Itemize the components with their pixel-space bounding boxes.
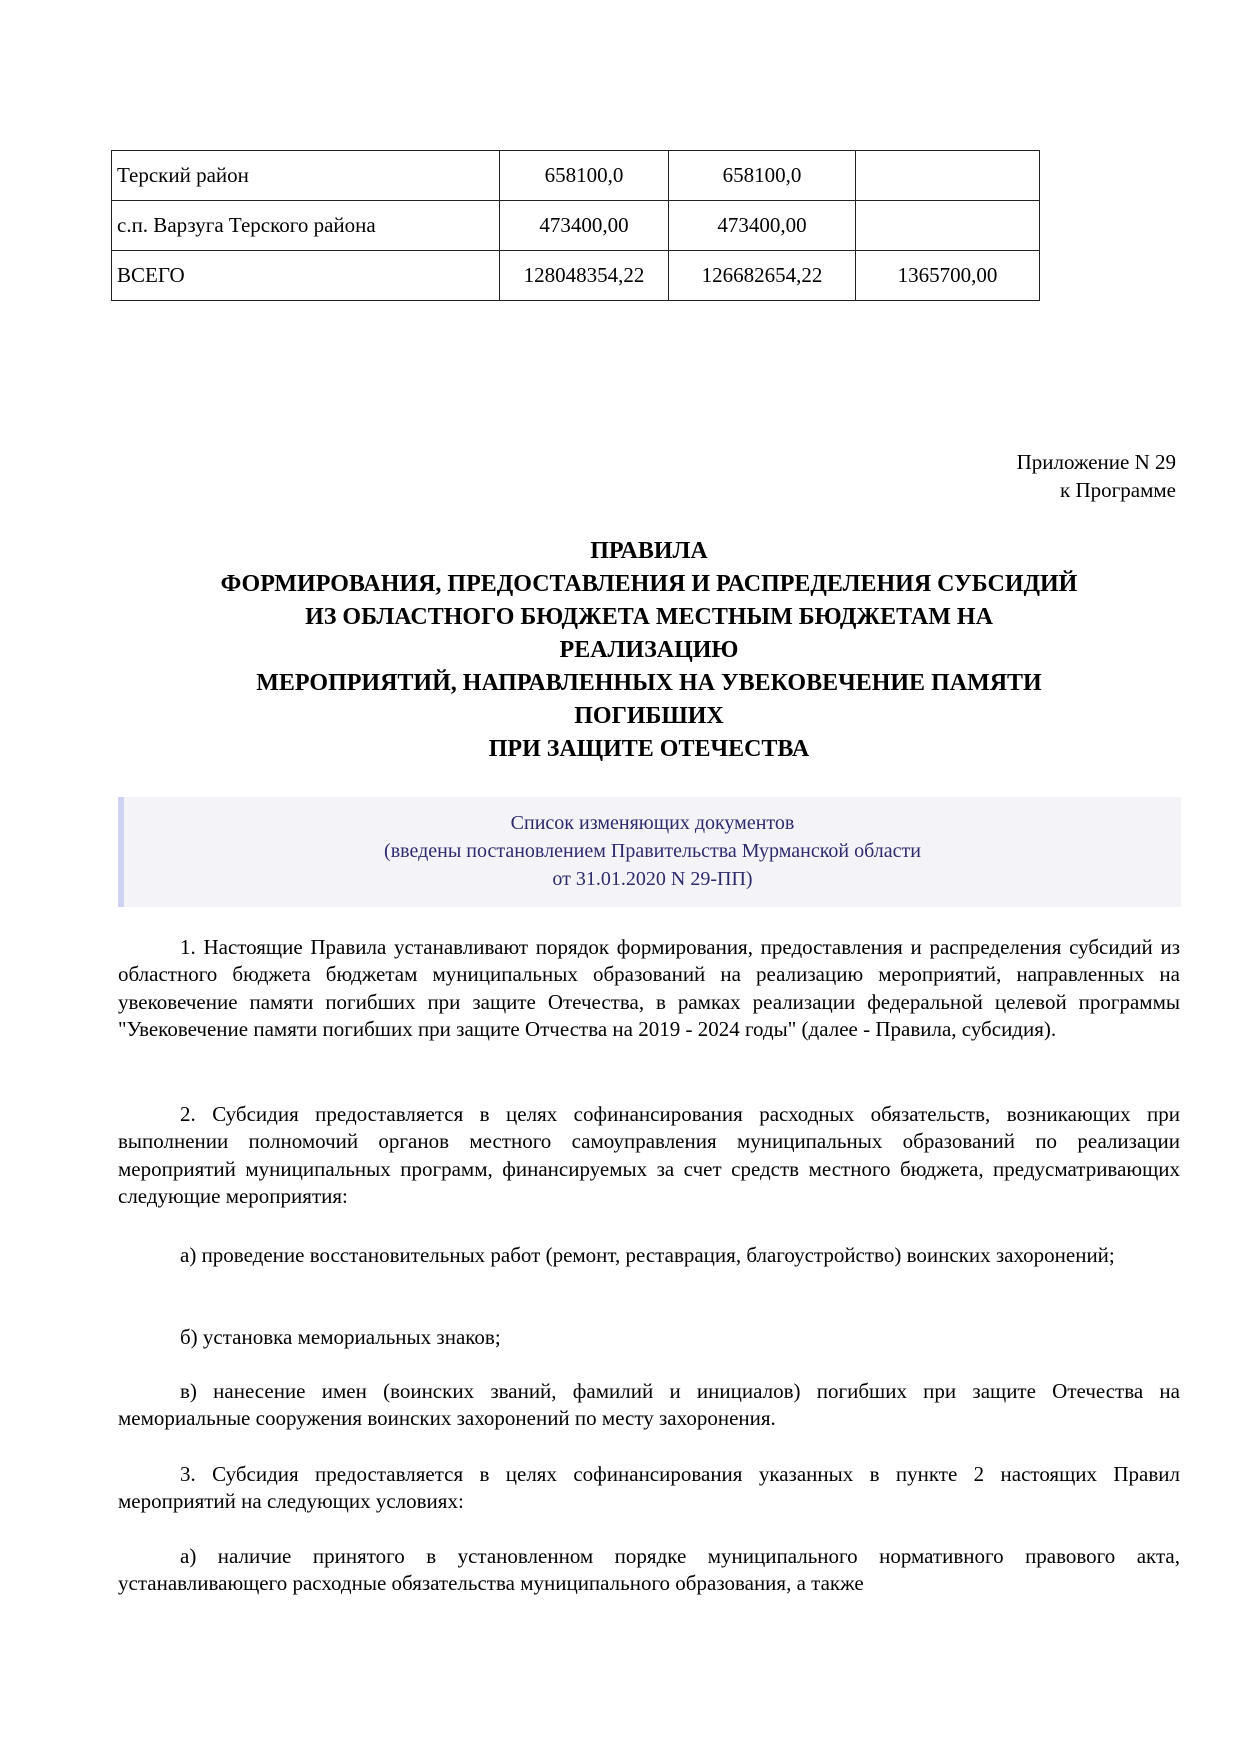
amendments-line: (введены постановлением Правительства Мурманской области [384,840,921,862]
table-cell-value: 658100,0 [500,151,669,201]
paragraph-2b: б) установка мемориальных знаков; [180,1325,501,1349]
amendments-title: Список изменяющих документов [510,812,795,834]
appendix-label [1017,448,1176,504]
table-cell-value: 473400,00 [669,201,856,251]
table-cell-value: 658100,0 [669,151,856,201]
table-cell-value: 1365700,00 [856,251,1040,301]
amendments-text [124,809,1181,893]
table-cell-value [856,201,1040,251]
title-line: ПРАВИЛА [590,538,708,564]
paragraph-1: 1. Настоящие Правила устанавливают порядок формирования, предоставления и распределения субсидий из областного бюджета бюджетам муниципальных образований на реализацию мероприятий, направленных на увековечение памяти погибших при защите Отечества, в рамках реализации федеральной целевой программы "Увековечение памяти погибших при защите Отчества на 2019 - 2024 годы" (далее - Правила, субсидия). [118,935,1180,1041]
paragraph-2: 2. Субсидия предоставляется в целях софинансирования расходных обязательств, возникающих при выполнении полномочий органов местного самоуправления муниципальных образований по реализации мероприятий муниципальных программ, финансируемых за счет средств местного бюджета, предусматривающих следующие мероприятия: [118,1102,1180,1208]
table-cell-value: 128048354,22 [500,251,669,301]
title-line: ФОРМИРОВАНИЯ, ПРЕДОСТАВЛЕНИЯ И РАСПРЕДЕЛЕНИЯ СУБСИДИЙ [220,571,1078,597]
table-row-total [112,251,1040,301]
table-cell-value: 126682654,22 [669,251,856,301]
document-title [118,535,1180,766]
table-cell-name: ВСЕГО [112,251,500,301]
table-row [112,151,1040,201]
table-cell-name: Терский район [112,151,500,201]
table-cell-value: 473400,00 [500,201,669,251]
paragraph-2c: в) нанесение имен (воинских званий, фамилий и инициалов) погибших при защите Отечества на мемориальные сооружения воинских захоронений по месту захоронения. [118,1379,1180,1431]
title-line: РЕАЛИЗАЦИЮ [559,637,739,663]
title-line: МЕРОПРИЯТИЙ, НАПРАВЛЕННЫХ НА УВЕКОВЕЧЕНИЕ ПАМЯТИ [256,670,1042,696]
paragraph-2a: а) проведение восстановительных работ (ремонт, реставрация, благоустройство) воинских захоронений; [180,1243,1115,1267]
amendments-line: от 31.01.2020 N 29-ПП) [552,868,753,890]
table-row [112,201,1040,251]
title-line: ИЗ ОБЛАСТНОГО БЮДЖЕТА МЕСТНЫМ БЮДЖЕТАМ НА [305,604,993,630]
paragraph-3a: а) наличие принятого в установленном порядке муниципального нормативного правового акта, устанавливающего расходные обязательства муниципального образования, а также [118,1544,1180,1596]
title-line: ПРИ ЗАЩИТЕ ОТЕЧЕСТВА [488,736,810,762]
title-line: ПОГИБШИХ [574,703,724,729]
table-cell-name: с.п. Варзуга Терского района [112,201,500,251]
appendix-subtitle: к Программе [1060,478,1176,502]
budget-table [111,150,1040,301]
table-cell-value [856,151,1040,201]
appendix-number: Приложение N 29 [1016,450,1176,474]
amendments-box [118,797,1181,907]
paragraph-3: 3. Субсидия предоставляется в целях софинансирования указанных в пункте 2 настоящих Правил мероприятий на следующих условиях: [118,1462,1180,1514]
